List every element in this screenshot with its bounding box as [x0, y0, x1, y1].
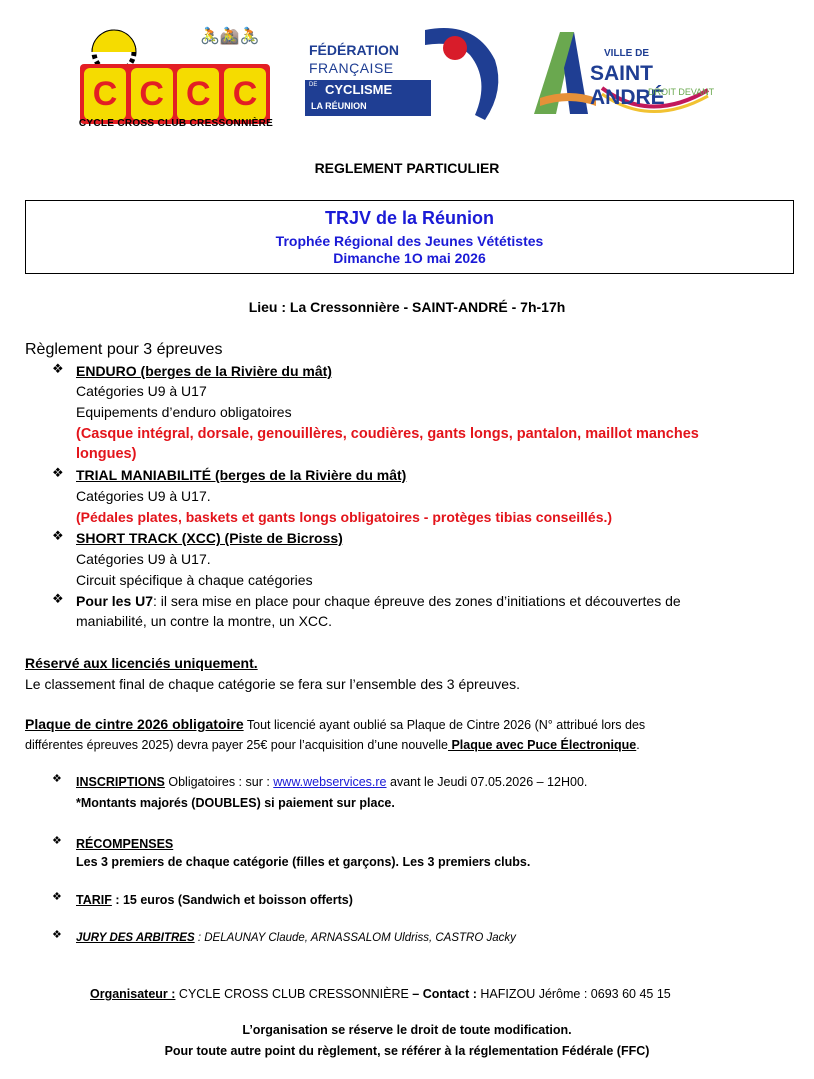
jury-line: [76, 928, 516, 948]
saint-andre-tagline: DROIT DEVANT: [648, 87, 715, 97]
trial-equipment: (Pédales plates, baskets et gants longs obligatoires - protèges tibias conseillés.): [76, 509, 613, 525]
u7-text: : il sera mise en place pour chaque épreuve des zones d’initiations et découvertes de: [153, 593, 681, 609]
diamond-bullet-icon: ❖: [52, 465, 64, 480]
contact-label: – Contact :: [412, 987, 477, 1001]
organisateur-label: Organisateur :: [90, 987, 176, 1001]
enduro-equipment-list-cont: longues): [76, 446, 137, 462]
contact-text: HAFIZOU Jérôme : 0693 60 45 15: [476, 987, 671, 1001]
inscriptions-label: INSCRIPTIONS: [76, 775, 165, 789]
trial-categories: Catégories U9 à U17.: [76, 488, 211, 504]
plaque-puce: Plaque avec Puce Électronique: [447, 738, 637, 752]
cccc-letter: C: [224, 68, 266, 120]
jury-label: JURY DES ARBITRES: [76, 932, 195, 944]
u7-text-cont: maniabilité, un contre la montre, un XCC.: [76, 613, 333, 629]
ffc-line2: FRANÇAISE: [309, 60, 394, 76]
gear-icon: [84, 22, 144, 70]
short-track-categories: Catégories U9 à U17.: [76, 551, 211, 567]
tarif-text: : 15 euros (Sandwich et boisson offerts): [111, 893, 353, 907]
recompenses-label: RÉCOMPENSES: [76, 837, 174, 851]
cyclist-icons: 🚴🚵🚴: [200, 28, 260, 45]
inscriptions-text-a: Obligatoires : sur :: [164, 775, 274, 789]
diamond-bullet-icon: ❖: [52, 929, 62, 941]
tarif-line: [76, 890, 353, 910]
inscriptions-line: [76, 772, 587, 792]
plaque-text-c: .: [636, 738, 640, 752]
inscriptions-text-b: avant le Jeudi 07.05.2026 – 12H00.: [386, 775, 588, 789]
cccc-letter: C: [177, 68, 219, 120]
event-location: Lieu : La Cressonnière - SAINT-ANDRÉ - 7h-17h: [248, 299, 566, 315]
jury-text: : DELAUNAY Claude, ARNASSALOM Uldriss, CASTRO Jacky: [194, 932, 516, 944]
cccc-letters: [84, 68, 266, 120]
event-date: Dimanche 1O mai 2026: [333, 250, 486, 266]
reglement-intro: Règlement pour 3 épreuves: [25, 341, 223, 358]
plaque-text: Tout licencié ayant oublié sa Plaque de Cintre 2026 (N° attribué lors des: [243, 718, 646, 732]
classement-text: Le classement final de chaque catégorie se fera sur l’ensemble des 3 épreuves.: [25, 676, 520, 692]
ffc-de: DE: [309, 82, 318, 88]
cccc-subtitle: CYCLE CROSS CLUB CRESSONNIÈRE: [78, 118, 274, 129]
enduro-equipment: Equipements d’enduro obligatoires: [76, 404, 292, 420]
enduro-equipment-list: (Casque intégral, dorsale, genouillères, coudières, gants longs, pantalon, maillot manches: [76, 426, 699, 442]
saint-andre-logo: [530, 28, 730, 128]
ffc-line4: LA RÉUNION: [311, 101, 367, 111]
diamond-bullet-icon: ❖: [52, 891, 62, 903]
recompenses-text: Les 3 premiers de chaque catégorie (filles et garçons). Les 3 premiers clubs.: [76, 855, 531, 869]
organisateur-club: CYCLE CROSS CLUB CRESSONNIÈRE: [175, 987, 413, 1001]
diamond-bullet-icon: ❖: [52, 528, 64, 543]
saint-andre-ville: VILLE DE: [604, 48, 650, 59]
u7-label: Pour les U7: [76, 593, 154, 609]
page-title: REGLEMENT PARTICULIER: [314, 160, 500, 176]
event-subtitle: Trophée Régional des Jeunes Vététistes: [275, 233, 544, 249]
logo-header: [0, 0, 814, 140]
trial-title: TRIAL MANIABILITÉ (berges de la Rivière du mât): [76, 467, 407, 483]
webservices-link[interactable]: www.webservices.re: [273, 775, 387, 789]
event-title: TRJV de la Réunion: [324, 208, 495, 228]
diamond-bullet-icon: ❖: [52, 835, 62, 847]
plaque-text-a: différentes épreuves 2025) devra payer 25€ pour l’acquisition d’une nouvelle: [25, 738, 448, 752]
u7-paragraph: [76, 591, 681, 611]
footer-note-1: L’organisation se réserve le droit de toute modification.: [242, 1023, 572, 1037]
diamond-bullet-icon: ❖: [52, 773, 62, 785]
ffc-logo: [305, 20, 505, 130]
organisateur-line: [90, 984, 671, 1004]
ffc-line1: FÉDÉRATION: [309, 42, 399, 58]
diamond-bullet-icon: ❖: [52, 591, 64, 606]
short-track-title: SHORT TRACK (XCC) (Piste de Bicross): [76, 530, 343, 546]
enduro-title: ENDURO (berges de la Rivière du mât): [76, 363, 332, 379]
event-box: [25, 200, 794, 274]
cccc-letter: C: [84, 68, 126, 120]
saint-andre-name: SAINT ANDRÉ: [590, 62, 665, 109]
inscriptions-note: *Montants majorés (DOUBLES) si paiement sur place.: [76, 796, 395, 810]
reserve-licencies: Réservé aux licenciés uniquement.: [25, 655, 258, 671]
tarif-label: TARIF: [76, 893, 112, 907]
cccc-letter: C: [131, 68, 173, 120]
short-track-circuit: Circuit spécifique à chaque catégories: [76, 572, 313, 588]
plaque-text-cont: [25, 735, 640, 755]
plaque-label: Plaque de cintre 2026 obligatoire: [25, 716, 244, 732]
footer-note-2: Pour toute autre point du règlement, se référer à la réglementation Fédérale (FFC): [164, 1044, 650, 1058]
diamond-bullet-icon: ❖: [52, 361, 64, 376]
enduro-categories: Catégories U9 à U17: [76, 383, 207, 399]
ffc-line3: CYCLISME: [325, 82, 393, 97]
plaque-paragraph: [25, 714, 645, 735]
cccc-logo: [78, 22, 274, 134]
